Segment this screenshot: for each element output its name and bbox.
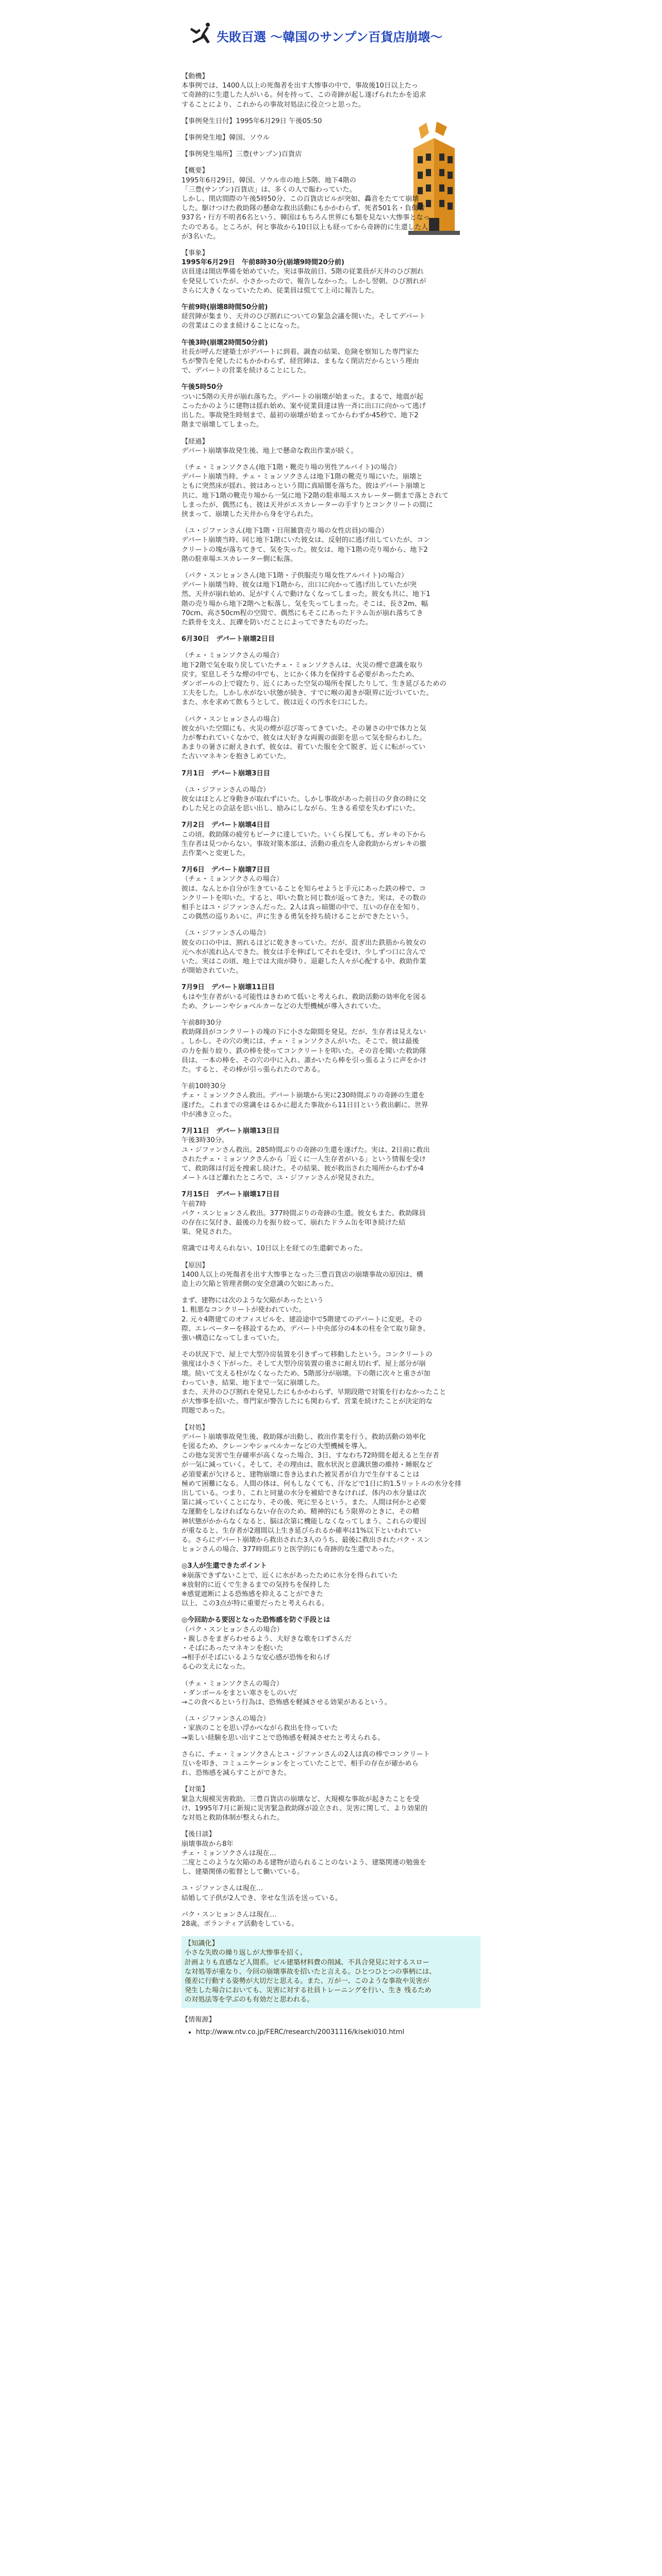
cause-section xyxy=(181,1261,481,1290)
source-link[interactable]: http://www.ntv.co.jp/FERC/research/20031116/kiseki010.html xyxy=(196,2028,405,2036)
day-block xyxy=(181,1190,481,1237)
header xyxy=(181,20,481,56)
cause-list xyxy=(181,1296,481,1343)
day-heading: 7月11日 デパート崩壊13日目 xyxy=(181,1127,280,1136)
source-section xyxy=(181,2015,481,2037)
survivor-heading: （パク・スンヒョンさんの場合） xyxy=(181,1625,284,1634)
text-line: 神状態がかからなくなると、脳は次第に機能しなくなってしまう。これらの要因 xyxy=(181,1517,426,1526)
text-line: を図るため、クレーンやショベルカーなどの大型機械を導入。 xyxy=(181,1442,372,1450)
text-line: 元へ水が流れ込んできた。彼女は手を伸ばしてそれを受け、少しずつ口に含んで xyxy=(181,948,426,956)
measure-heading: 【対策】 xyxy=(181,1786,209,1794)
text-line: 本事例では、1400人以上の死傷者を出す大惨事の中で、事故後10日以上たっ xyxy=(181,82,418,90)
text-line: 出している。つまり、これと同量の水分を補給できなければ、体内の水分量は次 xyxy=(181,1489,426,1497)
day-heading: 7月1日 デパート崩壊3日目 xyxy=(181,769,270,777)
text-line: 階まで崩壊してしまった。 xyxy=(181,421,263,429)
text-line: 彼は、なんとか自分が生きていることを知らせようと手元にあった鉄の棒で、コ xyxy=(181,885,426,893)
text-line: さらに大きくなっていたため、従業員は慌てて上司に報告した。 xyxy=(181,286,378,295)
event-time: 1995年6月29日 午前8時30分(崩壊9時間20分前) xyxy=(181,259,344,267)
text-line: た古いマネキンを抱きしめていた。 xyxy=(181,753,290,761)
text-line: 28歳。ボランティア活動をしている。 xyxy=(181,1920,299,1928)
survivor-heading: （チェ・ミョンソクさん(地下1階・靴売り場の男性アルバイト)の場合） xyxy=(181,463,401,471)
text-line: たのである。ところが、何と事故から10日以上も経ってから奇跡的に生還した人 xyxy=(181,223,428,231)
text-line: な対処と救助体制が整えられた。 xyxy=(181,1814,284,1822)
page-title: 失敗百選 〜韓国のサンプン百貨店崩壊〜 xyxy=(217,30,443,44)
text-line: 彼女がいた空間にも、火災の煙が忍び寄ってきていた。その暑さの中で体力と気 xyxy=(181,724,426,733)
list-item: ※崩落できずないことで、近くに水があったために水分を得られていた xyxy=(181,1571,398,1580)
text-line: した。駆けつけた救助隊の懸命な救出活動にもかかわらず、死者501名・負傷者 xyxy=(181,205,425,213)
text-line: 共に、地下1階の靴売り場から一気に地下2階の駐車場エスカレーター側まで落とされて xyxy=(181,492,449,500)
text-line: が3名いた。 xyxy=(181,232,220,241)
text-line: ユ・ジファンさん救出。285時間ぶりの奇跡の生還を遂げた。実は、2日前に救出 xyxy=(181,1146,430,1154)
survivor-block xyxy=(181,1680,481,1708)
survivor-heading: （チェ・ミョンソクさんの場合） xyxy=(181,875,284,884)
knowledge-heading: 【知識化】 xyxy=(185,1940,219,1948)
text-line: る。さらにデパート崩壊から救出された3人のうち、最後に救出されたパク・スン xyxy=(181,1536,431,1545)
text-line: 937名・行方不明者6名という、韓国はもちろん世界にも類を見ない大惨事となっ xyxy=(181,214,430,222)
overview-section xyxy=(181,166,481,242)
closing-line xyxy=(181,1244,481,1253)
text-line: デパート崩壊当時、チェ・ミョンソクさんは地下1階の靴売り場にいた。崩壊と xyxy=(181,473,423,481)
survivor-heading: （パク・スンヒョンさん(地下1階・子供服売り場女性アルバイト)の場合） xyxy=(181,571,408,580)
list-item: 1. 粗悪なコンクリートが使われていた。 xyxy=(181,1306,306,1314)
survivor-block xyxy=(181,929,481,976)
text-line: 社長が呼んだ建築士がデパートに到着。調査の結果、危険を察知した専門家た xyxy=(181,348,419,356)
list-item: →この食べるという行為は、恐怖感を軽減させる効果があるという。 xyxy=(181,1699,391,1707)
text-line: ともに突然床が揺れ、彼はあっという間に真暗闇を落ちた。彼はデパート崩壊と xyxy=(181,482,426,490)
text-line: し、建築関係の監督として働いている。 xyxy=(181,1868,304,1876)
text-line: 。しかし、その穴の奥には、チェ・ミョンソクさんがいた。そこで、彼は最後 xyxy=(181,1038,419,1046)
text-line: しまったが、偶然にも、彼は天井がエスカレーターの手すりとコンクリートの間に xyxy=(181,501,433,509)
text-line: チェ・ミョンソクさん救出。デパート崩壊から実に230時間ぶりの奇跡の生還を xyxy=(181,1092,425,1100)
date-line: 【事例発生日付】1995年6月29日 午後05:50 xyxy=(181,117,322,125)
event-block xyxy=(181,303,481,331)
survivor-heading: （ユ・ジファンさんの場合） xyxy=(181,786,270,794)
after-block xyxy=(181,1884,481,1903)
list-item: →楽しい経験を思い出すことで恐怖感を軽減させたと考えられる。 xyxy=(181,1734,385,1742)
text-line: デパート崩壊当時、同じ地下1階にいた彼女は、反射的に逃げ出していたが、コン xyxy=(181,536,431,545)
list-item: ・そばにあったマネキンを抱いた xyxy=(181,1645,284,1653)
text-line: あまりの暑さに耐えきれず、彼女は、着ていた服を全て脱ぎ、近くに転がってい xyxy=(181,743,426,752)
text-line: 二度とこのような欠陥のある建物が造られることのないよう、建築関連の勉強を xyxy=(181,1858,426,1867)
text-line: 壊。続いて支える柱がなくなったため、5階部分が崩壊。下の階に次々と重さが加 xyxy=(181,1369,431,1378)
text-line: チェ・ミョンソクさんは現在… xyxy=(181,1849,276,1857)
text-line: メートルほど離れたところで、ユ・ジファンさんが発見された。 xyxy=(181,1174,378,1182)
day-heading: 7月9日 デパート崩壊11日目 xyxy=(181,984,275,992)
survivor-block xyxy=(181,651,481,707)
day-block xyxy=(181,821,481,858)
list-item: →相手がそばにいるような安心感が恐怖を和らげ xyxy=(181,1654,330,1662)
day-block xyxy=(181,983,481,1011)
text-line: わした兄との会話を思い出し、励みにしながら、生きる希望を失わずにいた。 xyxy=(181,805,420,813)
text-line: 救助隊員がコンクリートの塊の下に小さな隙間を発見。だが、生存者は見えない xyxy=(181,1028,426,1037)
text-line: 問題であった。 xyxy=(181,1407,229,1415)
motive-section xyxy=(181,72,481,110)
survivor-block xyxy=(181,463,481,519)
text-line: わっていき、結果、地下まで一気に崩壊した。 xyxy=(181,1379,324,1387)
text-line: の力を振り絞り、鉄の棒を使ってコンクリートを叩いた。その音を聞いた救助隊 xyxy=(181,1047,426,1055)
response-heading: 【対処】 xyxy=(181,1423,209,1432)
events-heading: 【事象】 xyxy=(181,249,209,258)
text-line: れ、恐怖感を減らすことができた。 xyxy=(181,1769,291,1777)
text-line: 1400人以上の死傷者を出す大惨事となった三豊百貨店の崩壊事故の原因は、構 xyxy=(181,1270,423,1279)
text-line: 必須要素が欠けると、建物崩壊に巻き込まれた被災者が自力で生存することは xyxy=(181,1470,420,1479)
text-line: 戻す。窒息しそうな煙の中でも、とにかく体力を保持する必要があったため、 xyxy=(181,670,419,679)
text-line: 去作業へと変更した。 xyxy=(181,850,250,858)
text-line: け、1995年7月に新規に災害緊急救助隊が設立され、災害に関して、より効果的 xyxy=(181,1804,428,1812)
text-line: ンクリートを叩いた。すると、叩いた数と同じ数が返ってきた。実は、その数の xyxy=(181,894,426,902)
text-line: を発見していたが、小さかったので、報告しなかった。しかし翌朝、ひび割れが xyxy=(181,277,426,285)
site-line: 【事例発生場所】三豊(サンプン)百貨店 xyxy=(181,150,302,159)
process-section xyxy=(181,437,481,456)
cause-heading: 【原因】 xyxy=(181,1261,209,1269)
place-line: 【事例発生地】韓国、ソウル xyxy=(181,134,270,142)
survivor-heading: （ユ・ジファンさんの場合） xyxy=(181,929,270,938)
text-line: さらに、チェ・ミョンソクさんとユ・ジファンさんの2人は真の棒でコンクリート xyxy=(181,1750,430,1758)
fear-heading: ◎今回助かる要因となった恐怖感を防ぐ手段とは xyxy=(181,1616,330,1624)
day-heading: 6月30日 デパート崩壊2日目 xyxy=(181,635,275,643)
time-block xyxy=(181,1019,481,1075)
text-line: 階の売り場から地下2階へと転落し、気を失ってしまった。そこは、長さ2m、幅 xyxy=(181,600,428,608)
text-line: の営業はこのまま続けることになった。 xyxy=(181,322,304,330)
list-item: ・家族のことを思い浮かべながら救出を待っていた xyxy=(181,1724,338,1733)
text-line: 果、発見された。 xyxy=(181,1228,236,1236)
text-line: もはや生存者がいる可能性はきわめて低いと考えられ、救助活動の効率化を図る xyxy=(181,993,427,1001)
text-line: この他な災害で生存確率が高くなった場合、3日、すなわち72時間を超えると生存者 xyxy=(181,1452,439,1460)
time-label: 午前8時30分 xyxy=(181,1019,222,1027)
text-line: 然、天井が崩れ始め、足がすくんで動けなくなってしまった。彼女も共に、地下1 xyxy=(181,590,431,599)
text-line: ユ・ジファンさんは現在… xyxy=(181,1885,263,1893)
list-item: る心の支えになった。 xyxy=(181,1663,250,1671)
text-line: 計画よりも直感など人間系。ビル建築材料費の削減、不具合発見に対するスロー xyxy=(185,1958,429,1967)
text-line: 70cm、高さ50cm程の空間で、偶然にもそこにあったドラム缶が崩れ落ちてき xyxy=(181,609,423,617)
day-heading: 7月2日 デパート崩壊4日目 xyxy=(181,821,270,829)
text-line: ヒョンさんの場合、377時間ぶりと医学的にも奇跡的な生還であった。 xyxy=(181,1546,399,1554)
points-heading: ◎3人が生還できたポイント xyxy=(181,1562,267,1570)
text-line: 生存者は見つからない。事故対策本部は、活動の重点を人命救助からガレキの撤 xyxy=(181,840,426,848)
text-line: パク・スンヒョンさん救出。377時間ぶりの奇跡の生還。彼女もまた、救助隊員 xyxy=(181,1209,426,1217)
event-time: 午前9時(崩壊8時間50分前) xyxy=(181,303,268,312)
process-heading: 【経過】 xyxy=(181,437,209,446)
text-line: されたチェ・ミョンソクさんから「近くに一人生存者がいる」という情報を受け xyxy=(181,1155,426,1163)
text-line: 僅差に行動する姿勢が大切だと思える。また、万が一、このような事故や災害が xyxy=(185,1977,429,1985)
day-block xyxy=(181,635,481,644)
time-label: 午前10時30分 xyxy=(181,1082,226,1091)
measure-section xyxy=(181,1785,481,1823)
text-line: 以上、この3点が特に重要だったと考えられる。 xyxy=(181,1600,329,1608)
survivor-block xyxy=(181,527,481,564)
text-line: 常識では考えられない、10日以上を経ての生還劇であった。 xyxy=(181,1245,367,1253)
text-line: ダンボールの上で寝たり、近くにあった空気の場所を探したりして、生き延びるための xyxy=(181,680,446,688)
survivor-heading: （チェ・ミョンソクさんの場合） xyxy=(181,1680,284,1688)
after-block xyxy=(181,1910,481,1929)
text-line: 発生した場合においても、災害に対する社員トレーニングを行い、生き 残るため xyxy=(185,1987,432,1995)
list-item: ※感覚遮断による恐怖感を抑えることができた xyxy=(181,1590,323,1599)
text-line: な運動をしなければならない存在のため、精神的にもう限界のときに、その精 xyxy=(181,1508,420,1516)
day-heading: 7月15日 デパート崩壊17日目 xyxy=(181,1191,280,1199)
fear-section xyxy=(181,1616,481,1672)
text-line: ため、クレーンやショベルカーなどの大型機械が導入されていた。 xyxy=(181,1002,385,1010)
text-line: の存在に気付き、最後の力を振り絞って、崩れたドラム缶を叩き続けた結 xyxy=(181,1218,406,1227)
event-block xyxy=(181,383,481,430)
text-line: 1995年6月29日、韓国、ソウル市の地上5階、地下4階の xyxy=(181,176,356,184)
knowledge-box xyxy=(181,1936,481,2008)
text-line: することにより、これからの事故対処法に役立つと思った。 xyxy=(181,100,366,109)
text-line: が重なると、生存者が2週間以上生き延びられるか確率は1%以下といわれてい xyxy=(181,1527,421,1535)
text-line: 員は、一本の棒を、その穴の中に入れ、誰かいたら棒を引っ張るように声をかけ xyxy=(181,1056,427,1064)
text-line: 経営陣が集まり、天井のひび割れについての緊急会議を開いた。そしてデパート xyxy=(181,313,426,321)
text-line: 挟まって、崩壊した天井から身を守られた。 xyxy=(181,510,318,518)
text-line: 互いを叩き、コミュニケーションをとっていたことで、相手の存在が確かめら xyxy=(181,1760,419,1768)
event-block xyxy=(181,338,481,376)
text-line: 強度は小さく下がった。そして大型冷房装置の重さに耐え切れず、屋上部分が崩 xyxy=(181,1360,426,1368)
text-line: その状況下で、屋上で大型冷房装置を引きずって移動したという。コンクリートの xyxy=(181,1351,433,1359)
text-line: 相手とはユ・ジファンさんだった。2人は真っ暗闇の中で、互いの存在を知り、 xyxy=(181,904,424,912)
text-line: ちが警告を発したにもかかわらず、経営陣は、まもなく閉店だからという理由 xyxy=(181,358,419,366)
text-line: が大惨事を招いた。専門家が警告したにも関わらず、営業を続けたことが決定的な xyxy=(181,1398,433,1406)
site-section xyxy=(181,150,481,159)
text-line: た。すると、その棒が引っ張られたのである。 xyxy=(181,1066,324,1074)
event-time: 午後5時50分 xyxy=(181,383,223,392)
text-line: 「三豊(サンプン)百貨店」は、多くの人で賑わっていた。 xyxy=(181,185,356,194)
text-line: 極めて困難になる。人間の体は、何もしなくても、汗などで1日に約1.5リットルの水分を排 xyxy=(181,1480,462,1488)
text-line: 第に減っていくことになり、その後、死に至るという。また、人間は何かと必要 xyxy=(181,1499,426,1507)
events-section xyxy=(181,249,481,296)
text-line: 造上の欠陥と管理者側の安全意識の欠如にあった。 xyxy=(181,1280,338,1288)
text-line: 彼女の口の中は、割れるほどに乾ききっていた。だが、混ぎ出た鉄筋から彼女の xyxy=(181,939,426,947)
text-line: ついに5階の天井が崩れ落ちた。デパートの崩壊が始まった。まるで、地震が起 xyxy=(181,393,423,401)
text-line: まず、建物には次のような欠陥があったという xyxy=(181,1297,324,1305)
place-section xyxy=(181,133,481,143)
text-line: で、デパートの営業を続けることにした。 xyxy=(181,367,310,375)
text-line: 緊急大規模災害救助。三豊百貨店の崩壊など、大規模な事故が起きたことを受 xyxy=(181,1795,420,1803)
text-line: 小さな失敗の繰り返しが大惨事を招く。 xyxy=(185,1949,307,1957)
motive-heading: 【動機】 xyxy=(181,73,209,80)
date-section xyxy=(181,117,481,126)
survivor-heading: （ユ・ジファンさん(地下1階・日用雑貨売り場の女性店員)の場合） xyxy=(181,527,388,535)
text-line: 中が沸き立った。 xyxy=(181,1110,236,1118)
text-line: デパート崩壊当時、彼女は地下1階から、出口に向かって逃げ出していたが突 xyxy=(181,581,417,589)
text-line: の対処法等を学ぶのも有効だと思われる。 xyxy=(185,1996,314,2004)
survivor-block xyxy=(181,1715,481,1743)
day-block xyxy=(181,1127,481,1183)
list-item: 際、エレベーターを移設するため、デパート中央部分の4本の柱を全て取り除き、 xyxy=(181,1325,430,1333)
day-heading: 7月6日 デパート崩壊7日目 xyxy=(181,866,270,874)
text-line: しかし、閉店間際の午後5時50分、この百貨店ビルが突如、轟音をたてて崩壊 xyxy=(181,195,419,204)
list-item: 2. 元々4階建てのオフィスビルを、建設途中で5階建てのデパートに変更。その xyxy=(181,1315,422,1324)
list-item: ・親しさをまぎらわせるよう、大好きな歌を口ずさんだ xyxy=(181,1635,352,1643)
event-time: 午後3時(崩壊2時間50分前) xyxy=(181,338,268,347)
overview-heading: 【概要】 xyxy=(181,167,209,175)
text-line: 結婚して子供が2人でき、幸せな生活を送っている。 xyxy=(181,1894,342,1902)
source-heading: 【情報源】 xyxy=(181,2015,216,2024)
after-heading: 【後日談】 xyxy=(181,1831,216,1839)
text-line: が開始されていた。 xyxy=(181,967,243,975)
text-line: 力が奪われていくなかで、彼女は大好きな両親の面影を思って気を紛らわした。 xyxy=(181,734,426,742)
falling-person-logo-icon xyxy=(189,22,212,45)
survivor-block xyxy=(181,786,481,814)
text-line: 階の駐車場エスカレーター側に転落。 xyxy=(181,555,297,563)
text-line: パク・スンヒョンさんは現在… xyxy=(181,1910,277,1919)
survivor-block xyxy=(181,571,481,628)
survivor-heading: （ユ・ジファンさんの場合） xyxy=(181,1715,270,1723)
response-section xyxy=(181,1423,481,1555)
source-list xyxy=(181,2028,481,2037)
text-line: 店員達は開店準備を始めていた。実は事故前日、5階の従業員が天井のひび割れ xyxy=(181,268,424,276)
source-item xyxy=(196,2028,481,2037)
text-line: て、救助隊は付近を捜索し続けた。その結果、彼が救出された場所からわずか4 xyxy=(181,1164,424,1173)
text-line: 崩壊事故から8年 xyxy=(181,1840,234,1848)
text-line: な対処等が重なり、今回の崩壊事故を招いたと言える。ひとつひとつの事柄には、 xyxy=(185,1968,436,1976)
text-line: この偶然の巡りあいに、声に生きる勇気を持ち続けることができたという。 xyxy=(181,913,413,921)
text-line: て奇跡的に生還した人がいる。何を持って、この奇跡が起し遂げられたかを追求 xyxy=(181,91,426,99)
survivor-block xyxy=(181,715,481,762)
text-line: 遂げた。これまでの常識をはるかに超えた事故から11日目という救出劇に、世界 xyxy=(181,1101,428,1109)
text-line: また、天井のひび割れを発見したにもかかわらず、早期段階で対策を行わなかったこと xyxy=(181,1388,446,1396)
text-line: 地下2階で気を取り戻していたチェ・ミョンソクさんは、火災の煙で意識を取り xyxy=(181,661,424,669)
text-line: 彼女はほとんど身動きが取れずにいた。しかし事故があった前日の夕食の時に交 xyxy=(181,795,426,803)
text-line: デパート崩壊事故発生後、地上で懸命な救出作業が続く。 xyxy=(181,447,358,455)
survivor-heading: （チェ・ミョンソクさんの場合） xyxy=(181,652,284,660)
text-line: 出した。事故発生時刻まで、最初の崩壊が始まってからわずか45秒で、地下2 xyxy=(181,412,419,420)
text-line: いた。実はこの頃、地上では大雨が降り、退避した人々が心配する中、救助作業 xyxy=(181,958,426,966)
text-line: こったかのように建物は揺れ始め、案や従業員達は皆一斉に出口に向かって逃げ xyxy=(181,402,426,410)
text-line: 工夫をした。しかし水がない状態が続き、すでに喉の渇きが限界に近づいていた。 xyxy=(181,689,433,698)
text-line: この頃、救助隊の疲労もピークに達していた。いくら探しても、ガレキの下から xyxy=(181,831,426,839)
after-section xyxy=(181,1830,481,1877)
article-body xyxy=(181,72,481,2037)
survivor-heading: （パク・スンヒョンさんの場合） xyxy=(181,715,284,723)
list-item: 強い構造になってしまっていた。 xyxy=(181,1334,284,1342)
text-line: また、水を求めて飲もうとして、彼は近くの汚水を口にした。 xyxy=(181,699,372,707)
points-section xyxy=(181,1562,481,1608)
list-item: ※放射的に近くで生きるまでの気持ちを保持した xyxy=(181,1581,330,1589)
text-line: デパート崩壊事故発生後、救助隊が出動し、救出作業を行う。救助活動の効率化 xyxy=(181,1433,426,1441)
cause-more xyxy=(181,1350,481,1416)
list-item: ・ダンボールをまとい寒さをしのいだ xyxy=(181,1689,297,1697)
text-line: クリートの塊が落ちてきて、気を失った。彼女は、地下1階の売り場から、地下2 xyxy=(181,546,428,554)
day-block xyxy=(181,866,481,922)
day-block xyxy=(181,769,481,778)
text-line: た鉄骨を支え、瓦礫を防いだことによってできたものだった。 xyxy=(181,618,373,626)
text-line: が一気に減っていく。そして、その理由は、散水状況と意識状態の維持・睡眠など xyxy=(181,1461,433,1469)
time-block xyxy=(181,1082,481,1120)
time-label: 午前7時 xyxy=(181,1200,206,1208)
time-label: 午後3時30分。 xyxy=(181,1137,229,1145)
fear-close xyxy=(181,1750,481,1778)
